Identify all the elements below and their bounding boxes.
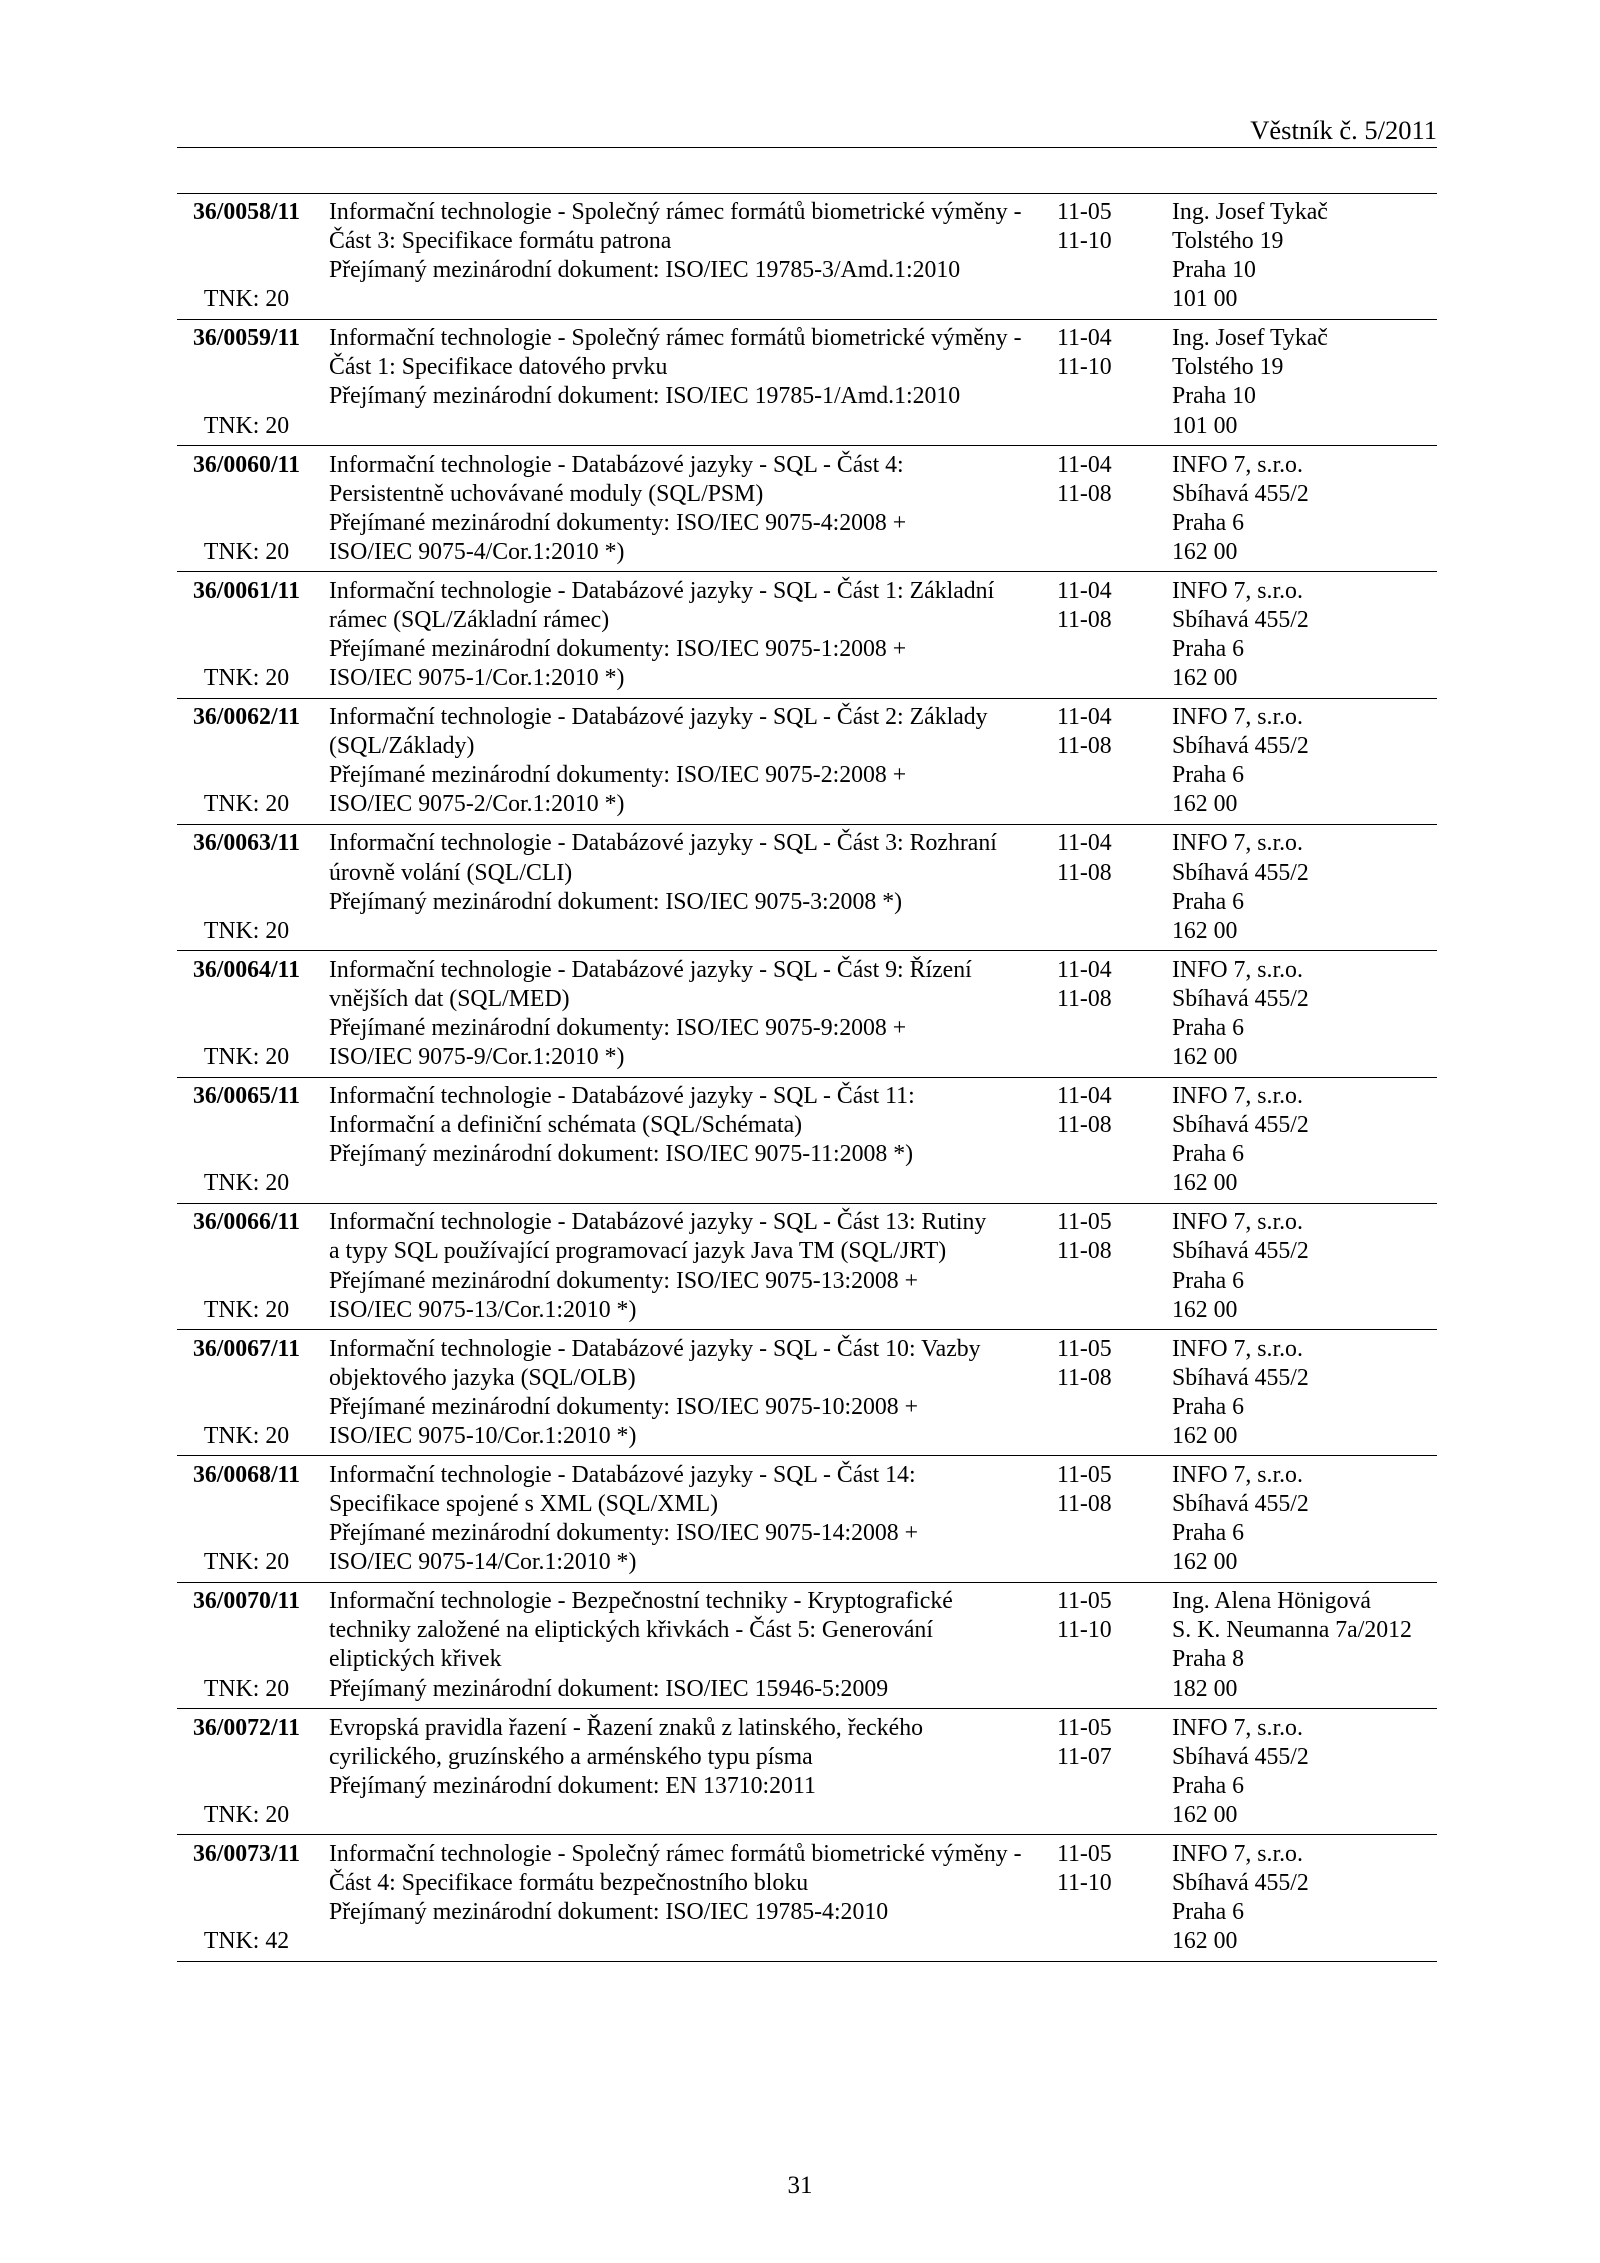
table-row	[177, 699, 1437, 825]
title-cell	[329, 451, 1049, 567]
contact-postcode: 182 00	[1172, 1675, 1238, 1702]
tnk-label: TNK: 20	[203, 1675, 290, 1702]
title-line: úrovně volání (SQL/CLI)	[329, 859, 573, 886]
dates-cell	[1057, 956, 1167, 1014]
date-from: 11-05	[1057, 1209, 1112, 1236]
contact-postcode: 162 00	[1172, 1422, 1238, 1449]
tnk-label: TNK: 20	[203, 665, 290, 692]
code-cell	[177, 1840, 316, 1956]
table-row	[177, 1835, 1437, 1961]
contact-city: Praha 6	[1172, 636, 1245, 663]
title-cell	[329, 1461, 1049, 1577]
table-row	[177, 320, 1437, 446]
contact-street: Sbíhavá 455/2	[1172, 1869, 1309, 1896]
code-cell	[177, 703, 316, 819]
contact-city: Praha 6	[1172, 1772, 1245, 1799]
title-line: Přejímané mezinárodní dokumenty: ISO/IEC 9075-4:2008 +	[329, 509, 907, 536]
date-from: 11-04	[1057, 1083, 1112, 1110]
title-cell	[329, 703, 1049, 819]
contact-cell	[1172, 1208, 1437, 1324]
title-line: Specifikace spojené s XML (SQL/XML)	[329, 1491, 719, 1518]
title-line: ISO/IEC 9075-9/Cor.1:2010 *)	[329, 1044, 625, 1071]
dates-cell	[1057, 1208, 1167, 1266]
title-cell	[329, 1714, 1049, 1801]
tnk-label: TNK: 20	[203, 791, 290, 818]
date-to: 11-08	[1057, 480, 1112, 507]
entry-number: 36/0064/11	[192, 956, 301, 983]
contact-cell	[1172, 1461, 1437, 1577]
contact-cell	[1172, 956, 1437, 1072]
tnk-label: TNK: 20	[203, 1422, 290, 1449]
contact-name: INFO 7, s.r.o.	[1172, 1335, 1303, 1362]
contact-street: Sbíhavá 455/2	[1172, 1364, 1309, 1391]
title-line: Přejímané mezinárodní dokumenty: ISO/IEC 9075-2:2008 +	[329, 762, 907, 789]
code-cell	[177, 1587, 316, 1703]
title-line: Přejímaný mezinárodní dokument: ISO/IEC 19785-3/Amd.1:2010	[329, 257, 961, 284]
date-from: 11-04	[1057, 325, 1112, 352]
title-line: (SQL/Základy)	[329, 733, 475, 760]
table-row	[177, 1078, 1437, 1204]
contact-cell	[1172, 1840, 1437, 1956]
page-number: 31	[787, 2172, 813, 2199]
entry-number: 36/0066/11	[192, 1209, 301, 1236]
date-to: 11-08	[1057, 733, 1112, 760]
entry-number: 36/0070/11	[192, 1588, 301, 1615]
title-line: eliptických křivek	[329, 1646, 502, 1673]
title-line: Informační technologie - Databázové jazyky - SQL - Část 14:	[329, 1461, 916, 1488]
title-cell	[329, 1335, 1049, 1451]
contact-street: Sbíhavá 455/2	[1172, 859, 1309, 886]
entry-number: 36/0067/11	[192, 1335, 301, 1362]
date-from: 11-04	[1057, 830, 1112, 857]
dates-cell	[1057, 198, 1167, 256]
title-cell	[329, 198, 1049, 285]
title-line: Přejímané mezinárodní dokumenty: ISO/IEC 9075-14:2008 +	[329, 1520, 919, 1547]
contact-cell	[1172, 577, 1437, 693]
table-row	[177, 951, 1437, 1077]
contact-cell	[1172, 451, 1437, 567]
contact-postcode: 162 00	[1172, 1801, 1238, 1828]
date-to: 11-08	[1057, 606, 1112, 633]
dates-cell	[1057, 1082, 1167, 1140]
table-row	[177, 572, 1437, 698]
contact-city: Praha 10	[1172, 257, 1256, 284]
title-line: Informační technologie - Databázové jazyky - SQL - Část 1: Základní	[329, 577, 995, 604]
entry-number: 36/0062/11	[192, 704, 301, 731]
contact-street: S. K. Neumanna 7a/2012	[1172, 1617, 1412, 1644]
title-line: Evropská pravidla řazení - Řazení znaků z latinského, řeckého	[329, 1714, 924, 1741]
date-to: 11-08	[1057, 1112, 1112, 1139]
contact-cell	[1172, 829, 1437, 945]
contact-street: Sbíhavá 455/2	[1172, 985, 1309, 1012]
title-line: Přejímaný mezinárodní dokument: EN 13710:2011	[329, 1772, 816, 1799]
date-from: 11-05	[1057, 1335, 1112, 1362]
contact-postcode: 101 00	[1172, 412, 1238, 439]
title-line: Přejímané mezinárodní dokumenty: ISO/IEC 9075-10:2008 +	[329, 1393, 919, 1420]
date-to: 11-10	[1057, 1617, 1112, 1644]
entry-number: 36/0060/11	[192, 451, 301, 478]
title-line: Část 3: Specifikace formátu patrona	[329, 228, 672, 255]
entry-number: 36/0058/11	[192, 199, 301, 225]
contact-name: INFO 7, s.r.o.	[1172, 1840, 1303, 1867]
code-cell	[177, 577, 316, 693]
title-line: a typy SQL používající programovací jazyk Java TM (SQL/JRT)	[329, 1238, 947, 1265]
dates-cell	[1057, 1335, 1167, 1393]
table-row	[177, 1204, 1437, 1330]
title-line: Informační technologie - Databázové jazyky - SQL - Část 13: Rutiny	[329, 1209, 987, 1236]
contact-street: Sbíhavá 455/2	[1172, 1743, 1309, 1770]
contact-name: INFO 7, s.r.o.	[1172, 956, 1303, 983]
contact-street: Tolstého 19	[1172, 354, 1284, 381]
date-to: 11-08	[1057, 1491, 1112, 1518]
tnk-label: TNK: 20	[203, 1044, 290, 1071]
contact-postcode: 162 00	[1172, 1928, 1238, 1955]
contact-name: INFO 7, s.r.o.	[1172, 577, 1303, 604]
title-line: Přejímaný mezinárodní dokument: ISO/IEC 19785-1/Amd.1:2010	[329, 383, 961, 410]
tnk-label: TNK: 20	[203, 538, 290, 565]
title-line: ISO/IEC 9075-13/Cor.1:2010 *)	[329, 1296, 637, 1323]
dates-cell	[1057, 451, 1167, 509]
contact-cell	[1172, 1082, 1437, 1198]
tnk-label: TNK: 42	[203, 1928, 290, 1955]
contact-street: Sbíhavá 455/2	[1172, 1491, 1309, 1518]
contact-postcode: 162 00	[1172, 791, 1238, 818]
dates-cell	[1057, 1461, 1167, 1519]
title-line: Informační technologie - Společný rámec formátů biometrické výměny -	[329, 199, 1022, 225]
contact-postcode: 162 00	[1172, 665, 1238, 692]
title-line: ISO/IEC 9075-14/Cor.1:2010 *)	[329, 1549, 637, 1576]
standards-table	[177, 193, 1437, 1962]
contact-postcode: 162 00	[1172, 917, 1238, 944]
title-cell	[329, 577, 1049, 693]
tnk-label: TNK: 20	[203, 1549, 290, 1576]
entry-number: 36/0068/11	[192, 1461, 301, 1488]
title-cell	[329, 1208, 1049, 1324]
contact-name: Ing. Josef Tykač	[1172, 325, 1328, 352]
code-cell	[177, 1714, 316, 1830]
dates-cell	[1057, 1587, 1167, 1645]
contact-name: INFO 7, s.r.o.	[1172, 830, 1303, 857]
code-cell	[177, 829, 316, 945]
entry-number: 36/0061/11	[192, 577, 301, 604]
contact-postcode: 162 00	[1172, 1296, 1238, 1323]
contact-postcode: 162 00	[1172, 1549, 1238, 1576]
date-from: 11-04	[1057, 451, 1112, 478]
title-line: Přejímané mezinárodní dokumenty: ISO/IEC 9075-9:2008 +	[329, 1014, 907, 1041]
title-line: ISO/IEC 9075-4/Cor.1:2010 *)	[329, 538, 625, 565]
contact-street: Sbíhavá 455/2	[1172, 1238, 1309, 1265]
contact-city: Praha 6	[1172, 1393, 1245, 1420]
title-cell	[329, 1082, 1049, 1169]
table-row	[177, 1330, 1437, 1456]
title-line: Informační technologie - Databázové jazyky - SQL - Část 2: Základy	[329, 704, 988, 731]
contact-name: INFO 7, s.r.o.	[1172, 1461, 1303, 1488]
tnk-label: TNK: 20	[203, 1296, 290, 1323]
dates-cell	[1057, 324, 1167, 382]
title-line: Přejímaný mezinárodní dokument: ISO/IEC 19785-4:2010	[329, 1899, 889, 1926]
title-line: objektového jazyka (SQL/OLB)	[329, 1364, 636, 1391]
title-line: Část 4: Specifikace formátu bezpečnostního bloku	[329, 1869, 809, 1896]
date-from: 11-05	[1057, 1588, 1112, 1615]
contact-street: Sbíhavá 455/2	[1172, 1112, 1309, 1139]
contact-city: Praha 6	[1172, 1520, 1245, 1547]
contact-city: Praha 6	[1172, 509, 1245, 536]
title-line: Informační technologie - Databázové jazyky - SQL - Část 11:	[329, 1083, 915, 1110]
code-cell	[177, 324, 316, 440]
contact-postcode: 162 00	[1172, 1170, 1238, 1197]
contact-cell	[1172, 324, 1437, 440]
title-cell	[329, 1587, 1049, 1703]
table-row	[177, 1456, 1437, 1582]
contact-city: Praha 6	[1172, 888, 1245, 915]
date-to: 11-10	[1057, 228, 1112, 255]
date-from: 11-05	[1057, 1840, 1112, 1867]
contact-name: INFO 7, s.r.o.	[1172, 451, 1303, 478]
title-cell	[329, 956, 1049, 1072]
date-to: 11-10	[1057, 354, 1112, 381]
tnk-label: TNK: 20	[203, 1170, 290, 1197]
date-to: 11-08	[1057, 859, 1112, 886]
table-row	[177, 446, 1437, 572]
entry-number: 36/0072/11	[192, 1714, 301, 1741]
code-cell	[177, 1335, 316, 1451]
dates-cell	[1057, 577, 1167, 635]
contact-cell	[1172, 1335, 1437, 1451]
contact-city: Praha 6	[1172, 1899, 1245, 1926]
entry-number: 36/0063/11	[192, 830, 301, 857]
table-row	[177, 194, 1437, 320]
date-to: 11-08	[1057, 1364, 1112, 1391]
contact-cell	[1172, 1714, 1437, 1830]
contact-name: INFO 7, s.r.o.	[1172, 704, 1303, 731]
table-row	[177, 1583, 1437, 1709]
journal-issue-title: Věstník č. 5/2011	[1250, 115, 1437, 145]
title-line: Přejímané mezinárodní dokumenty: ISO/IEC 9075-13:2008 +	[329, 1267, 919, 1294]
contact-city: Praha 6	[1172, 1014, 1245, 1041]
contact-street: Sbíhavá 455/2	[1172, 733, 1309, 760]
date-from: 11-04	[1057, 956, 1112, 983]
contact-city: Praha 6	[1172, 1141, 1245, 1168]
tnk-label: TNK: 20	[203, 286, 290, 313]
contact-cell	[1172, 703, 1437, 819]
title-line: Přejímaný mezinárodní dokument: ISO/IEC 9075-11:2008 *)	[329, 1141, 914, 1168]
tnk-label: TNK: 20	[203, 917, 290, 944]
contact-postcode: 162 00	[1172, 538, 1238, 565]
code-cell	[177, 1208, 316, 1324]
title-line: Informační technologie - Databázové jazyky - SQL - Část 4:	[329, 451, 904, 478]
contact-name: INFO 7, s.r.o.	[1172, 1714, 1303, 1741]
contact-name: INFO 7, s.r.o.	[1172, 1209, 1303, 1236]
entry-number: 36/0059/11	[192, 325, 301, 352]
date-to: 11-08	[1057, 985, 1112, 1012]
contact-cell	[1172, 198, 1437, 314]
dates-cell	[1057, 829, 1167, 887]
date-to: 11-08	[1057, 1238, 1112, 1265]
date-from: 11-05	[1057, 199, 1112, 225]
entry-number: 36/0073/11	[192, 1840, 301, 1867]
title-line: vnějších dat (SQL/MED)	[329, 985, 570, 1012]
contact-city: Praha 8	[1172, 1646, 1245, 1673]
title-line: Informační technologie - Databázové jazyky - SQL - Část 9: Řízení	[329, 956, 972, 983]
title-line: Přejímaný mezinárodní dokument: ISO/IEC 9075-3:2008 *)	[329, 888, 903, 915]
dates-cell	[1057, 703, 1167, 761]
dates-cell	[1057, 1840, 1167, 1898]
code-cell	[177, 956, 316, 1072]
table-row	[177, 825, 1437, 951]
title-line: ISO/IEC 9075-1/Cor.1:2010 *)	[329, 665, 625, 692]
header-divider	[177, 147, 1437, 148]
title-line: Informační technologie - Bezpečnostní techniky - Kryptografické	[329, 1588, 953, 1615]
dates-cell	[1057, 1714, 1167, 1772]
title-line: Informační technologie - Databázové jazyky - SQL - Část 3: Rozhraní	[329, 830, 997, 857]
contact-street: Sbíhavá 455/2	[1172, 606, 1309, 633]
title-line: Informační technologie - Společný rámec formátů biometrické výměny -	[329, 325, 1022, 352]
entry-number: 36/0065/11	[192, 1083, 301, 1110]
tnk-label: TNK: 20	[203, 1801, 290, 1828]
contact-city: Praha 6	[1172, 1267, 1245, 1294]
contact-cell	[1172, 1587, 1437, 1703]
date-from: 11-04	[1057, 577, 1112, 604]
title-cell	[329, 1840, 1049, 1927]
table-row	[177, 1709, 1437, 1835]
contact-name: Ing. Alena Hönigová	[1172, 1588, 1371, 1615]
contact-street: Tolstého 19	[1172, 228, 1284, 255]
title-line: techniky založené na eliptických křivkách - Část 5: Generování	[329, 1617, 933, 1644]
title-line: Informační a definiční schémata (SQL/Schémata)	[329, 1112, 803, 1139]
code-cell	[177, 1461, 316, 1577]
contact-postcode: 162 00	[1172, 1044, 1238, 1071]
title-line: ISO/IEC 9075-10/Cor.1:2010 *)	[329, 1422, 637, 1449]
contact-name: Ing. Josef Tykač	[1172, 199, 1328, 225]
date-to: 11-07	[1057, 1743, 1112, 1770]
date-from: 11-05	[1057, 1461, 1112, 1488]
code-cell	[177, 1082, 316, 1198]
date-from: 11-04	[1057, 704, 1112, 731]
contact-city: Praha 10	[1172, 383, 1256, 410]
date-from: 11-05	[1057, 1714, 1112, 1741]
title-line: Informační technologie - Společný rámec formátů biometrické výměny -	[329, 1840, 1022, 1867]
title-line: Přejímané mezinárodní dokumenty: ISO/IEC 9075-1:2008 +	[329, 636, 907, 663]
title-line: Přejímaný mezinárodní dokument: ISO/IEC 15946-5:2009	[329, 1675, 889, 1702]
contact-name: INFO 7, s.r.o.	[1172, 1083, 1303, 1110]
title-line: cyrilického, gruzínského a arménského typu písma	[329, 1743, 813, 1770]
title-line: ISO/IEC 9075-2/Cor.1:2010 *)	[329, 791, 625, 818]
code-cell	[177, 198, 316, 314]
contact-city: Praha 6	[1172, 762, 1245, 789]
title-line: Informační technologie - Databázové jazyky - SQL - Část 10: Vazby	[329, 1335, 981, 1362]
code-cell	[177, 451, 316, 567]
title-cell	[329, 324, 1049, 411]
contact-street: Sbíhavá 455/2	[1172, 480, 1309, 507]
title-line: Část 1: Specifikace datového prvku	[329, 354, 668, 381]
date-to: 11-10	[1057, 1869, 1112, 1896]
title-cell	[329, 829, 1049, 916]
contact-postcode: 101 00	[1172, 286, 1238, 313]
title-line: Persistentně uchovávané moduly (SQL/PSM)	[329, 480, 764, 507]
title-line: rámec (SQL/Základní rámec)	[329, 606, 610, 633]
tnk-label: TNK: 20	[203, 412, 290, 439]
